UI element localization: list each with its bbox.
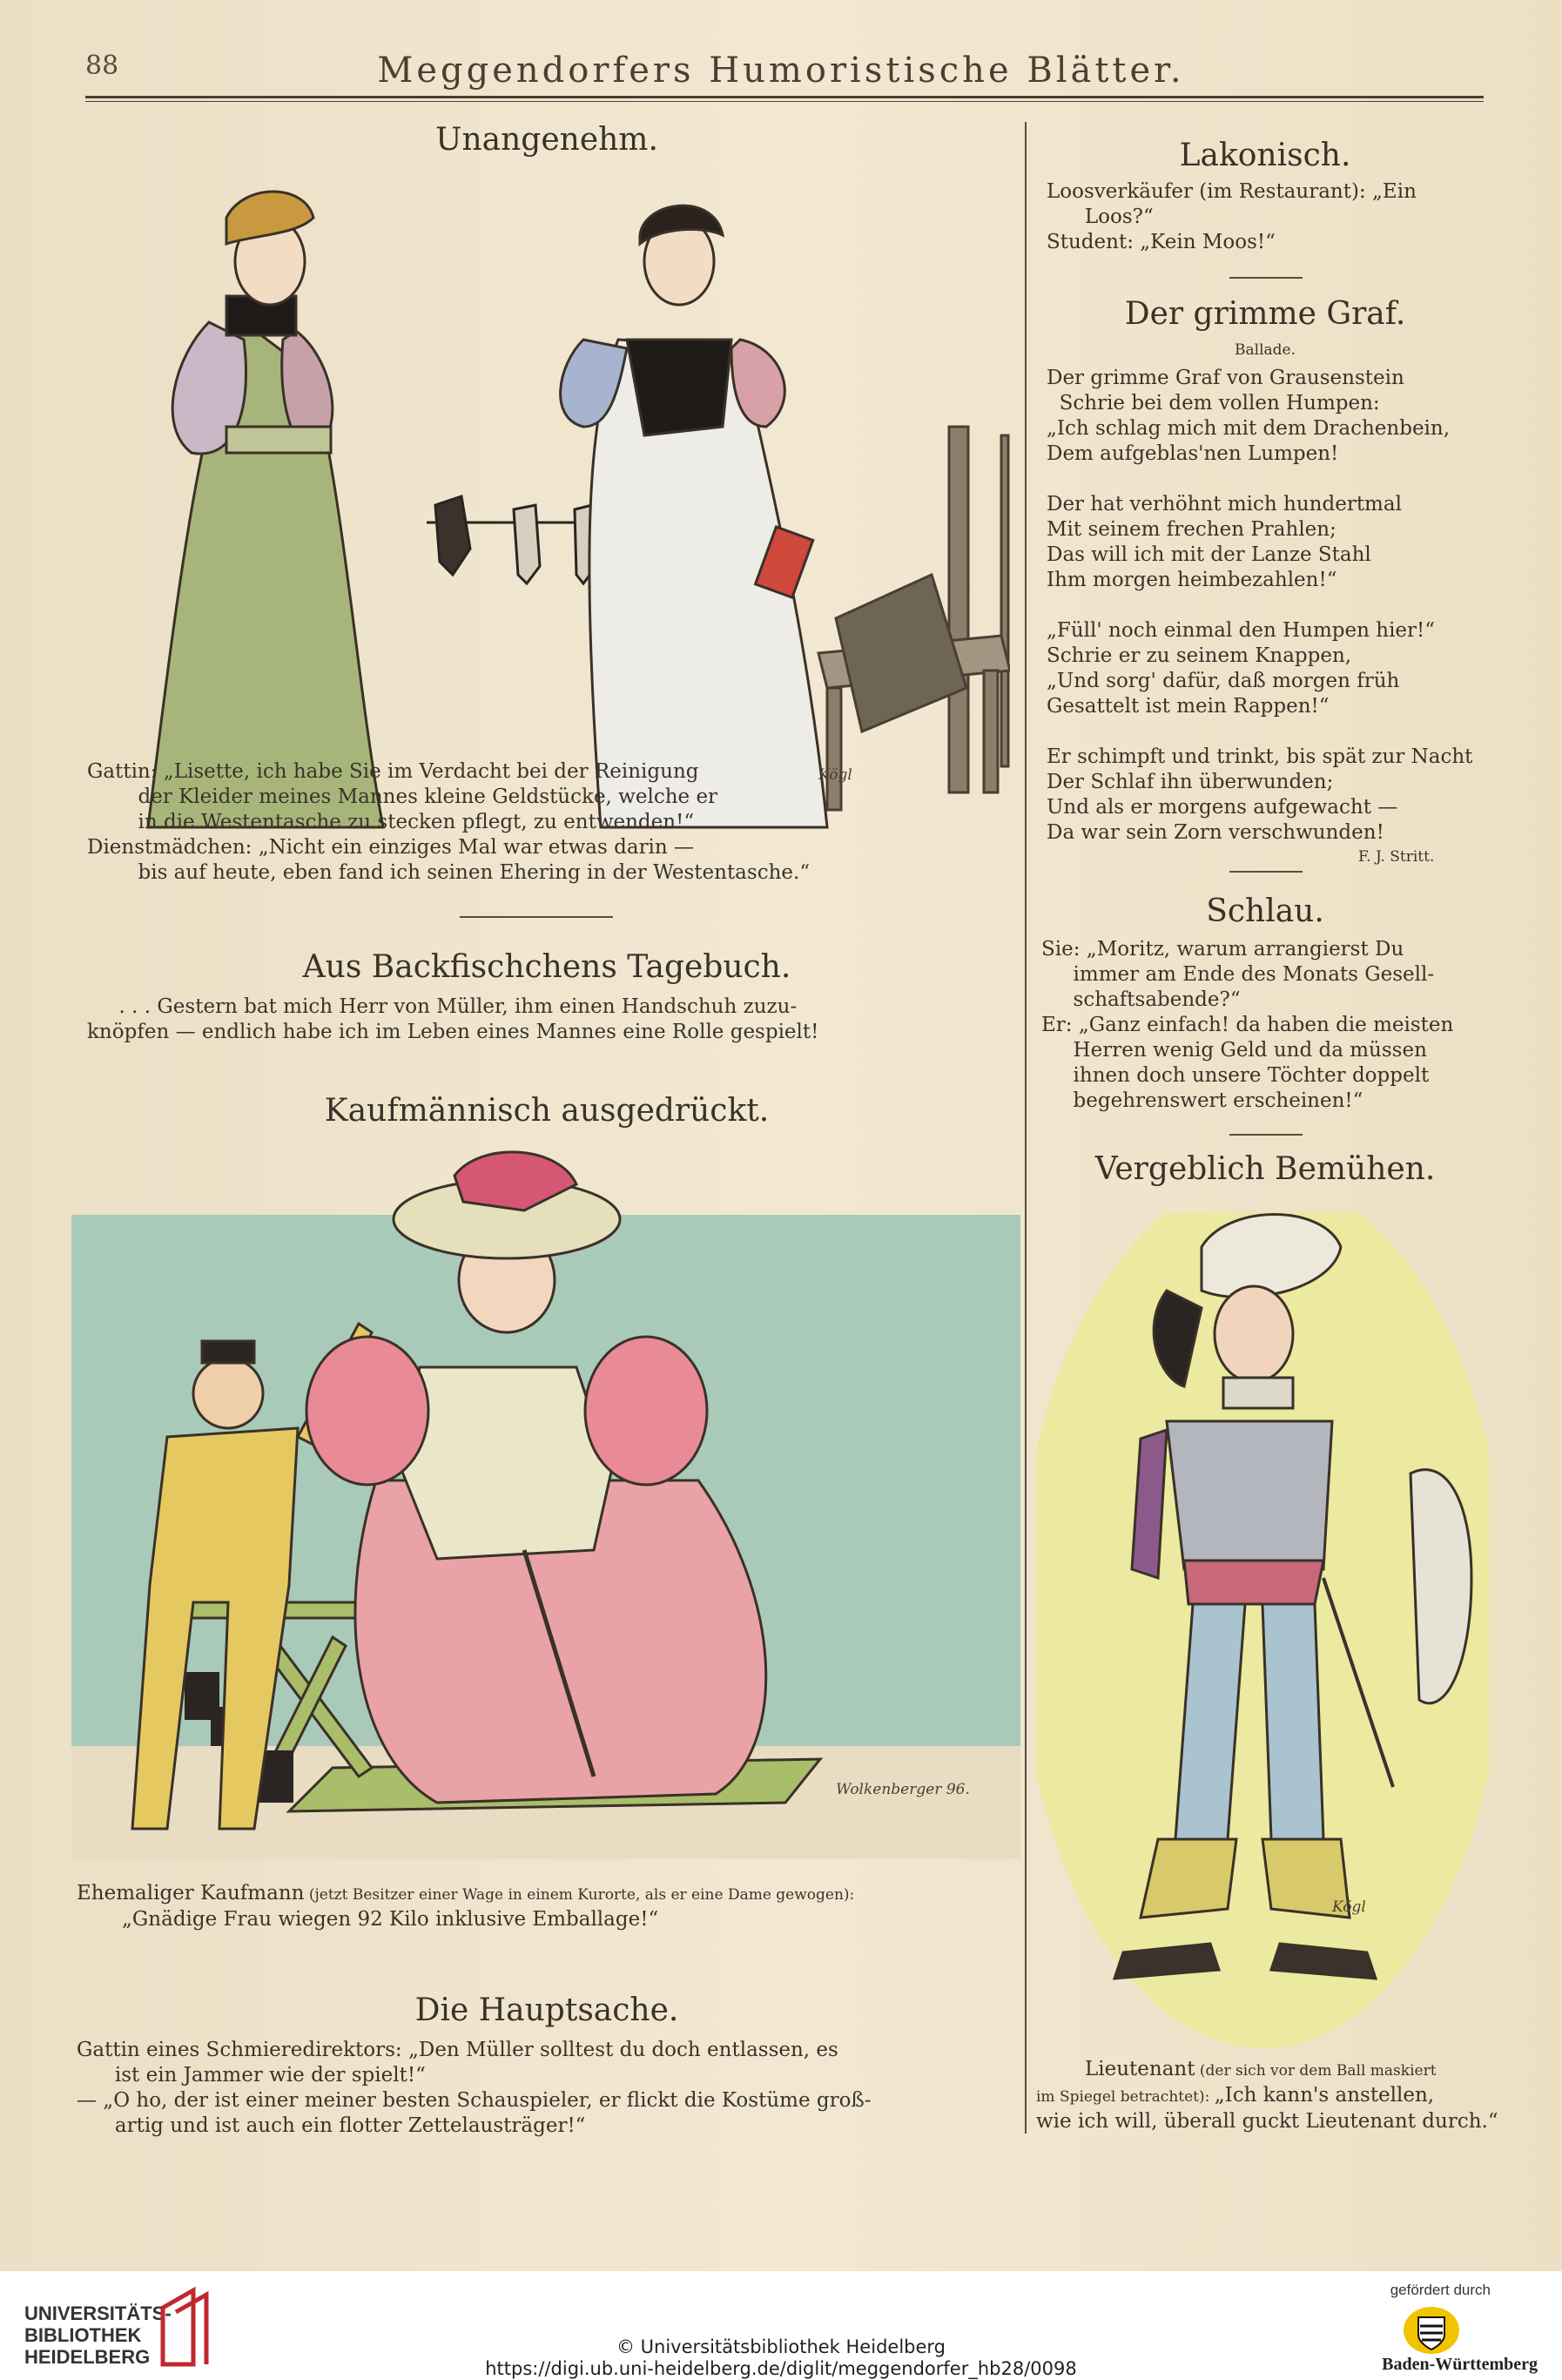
page-url-link[interactable]: https://digi.ub.uni-heidelberg.de/diglit/meggendorfer_hb28/0098	[485, 2358, 1077, 2379]
article-title-backfischchen: Aus Backfischchens Tagebuch.	[302, 949, 791, 985]
illustration-kaufmaennisch	[71, 1150, 1020, 1859]
caption-note-kaufmann: (jetzt Besitzer einer Wage in einem Kurorte, als er eine Dame gewogen):	[304, 1886, 855, 1904]
state-crest-icon[interactable]	[1401, 2304, 1462, 2360]
library-name: UNIVERSITÄTS- BIBLIOTHEK HEIDELBERG	[24, 2302, 172, 2368]
caption-quote-kaufmann: „Gnädige Frau wiegen 92 Kilo inklusive Emballage!“	[122, 1908, 659, 1931]
viewer-footer	[0, 2271, 1562, 2380]
section-divider	[1229, 871, 1303, 873]
article-title-grimme-graf: Der grimme Graf.	[1124, 296, 1406, 332]
column-rule	[1025, 122, 1027, 2134]
dialogue-hauptsache: Gattin eines Schmieredirektors: „Den Müller solltest du doch entlassen, es ist ein Jammer wie der spielt!“ — „O ho, der ist einer meiner besten Schauspieler, er flickt die Kostüme groß- artig und ist auch ein flotter Zettelausträger!“	[77, 2039, 872, 2137]
illustration-vergeblich	[1036, 1212, 1489, 2048]
state-name: Baden-Württemberg	[1382, 2355, 1538, 2374]
section-divider	[1229, 277, 1303, 279]
caption-line2-text: „Ich kann's anstellen,	[1214, 2084, 1435, 2107]
article-title-kaufmaennisch: Kaufmännisch ausgedrückt.	[324, 1093, 770, 1129]
section-divider	[1229, 1134, 1303, 1136]
caption-note-lieutenant: (der sich vor dem Ball maskiert	[1195, 2062, 1437, 2080]
article-title-unangenehm: Unangenehm.	[435, 122, 658, 158]
section-divider	[460, 916, 613, 918]
caption-vergeblich	[1085, 2057, 1494, 2084]
caption-speaker-kaufmann: Ehemaliger Kaufmann	[77, 1882, 305, 1905]
header-rule	[85, 96, 1484, 102]
article-title-vergeblich: Vergeblich Bemühen.	[1094, 1151, 1436, 1187]
copyright-notice: © Universitätsbibliothek Heidelberg	[616, 2336, 946, 2357]
text-backfischchen: . . . Gestern bat mich Herr von Müller, ihm einen Handschuh zuzu- knöpfen — endlich habe ich im Leben eines Mannes eine Rolle gespielt!	[87, 995, 819, 1043]
poem-subtitle: Ballade.	[1235, 341, 1296, 359]
artist-signature-koegl-1: Kögl	[818, 766, 852, 784]
caption-line3-lieutenant: wie ich will, überall guckt Lieutenant durch.“	[1036, 2110, 1498, 2133]
article-title-hauptsache: Die Hauptsache.	[414, 1992, 679, 2028]
dialogue-unangenehm: Gattin: „Lisette, ich habe Sie im Verdacht bei der Reinigung der Kleider meines Mannes kleine Geldstücke, welche er in die Westentasche zu stecken pflegt, zu entwenden!“ Dienstmädchen: „Nicht ein einziges Mal war etwas darin — bis auf heute, eben fand ich seinen Ehering in der Westentasche.“	[87, 760, 811, 884]
page-number: 88	[85, 51, 119, 81]
artist-signature-wolkenberger: Wolkenberger 96.	[836, 1781, 970, 1798]
poem-author: F. J. Stritt.	[1358, 848, 1435, 866]
running-header	[85, 51, 1477, 91]
article-title-lakonisch: Lakonisch.	[1179, 138, 1351, 173]
caption-speaker-lieutenant: Lieutenant	[1085, 2058, 1195, 2080]
artist-signature-koegl-2: Kögl	[1332, 1898, 1366, 1916]
dialogue-schlau: Sie: „Moritz, warum arrangierst Du immer am Ende des Monats Gesell- schaftsabende?“ Er: „Ganz einfach! da haben die meisten Herren wenig Geld und da müssen ihnen doch unsere Töchter doppelt begehrenswert erscheinen!“	[1041, 938, 1454, 1112]
article-title-schlau: Schlau.	[1206, 893, 1324, 929]
illustration-unangenehm	[96, 165, 1010, 845]
funded-by-label: gefördert durch	[1390, 2282, 1491, 2298]
caption-kaufmaennisch	[77, 1881, 1017, 1908]
poem-grimme-graf: Der grimme Graf von Grausenstein Schrie bei dem vollen Humpen: „Ich schlag mich mit dem Drachenbein, Dem aufgeblas'nen Lumpen! Der hat verhöhnt mich hundertmal Mit seinem frechen Prahlen; Das will ich mit der Lanze Stahl Ihm morgen heimbezahlen!“ „Füll' noch einmal den Humpen hier!“ Schrie er zu seinem Knappen, „Und sorg' dafür, daß morgen früh Gesattelt ist mein Rappen!“ Er schimpft und trinkt, bis spät zur Nacht Der Schlaf ihn überwunden; Und als er morgens aufgewacht — Da war sein Zorn verschwunden!	[1047, 367, 1473, 844]
caption-line2-lieutenant	[1036, 2083, 1494, 2110]
running-title: Meggendorfers Humoristische Blätter.	[377, 51, 1185, 91]
dialogue-lakonisch: Loosverkäufer (im Restaurant): „Ein Loos?“ Student: „Kein Moos!“	[1047, 180, 1417, 253]
caption-line2-note: im Spiegel betrachtet):	[1036, 2088, 1215, 2106]
